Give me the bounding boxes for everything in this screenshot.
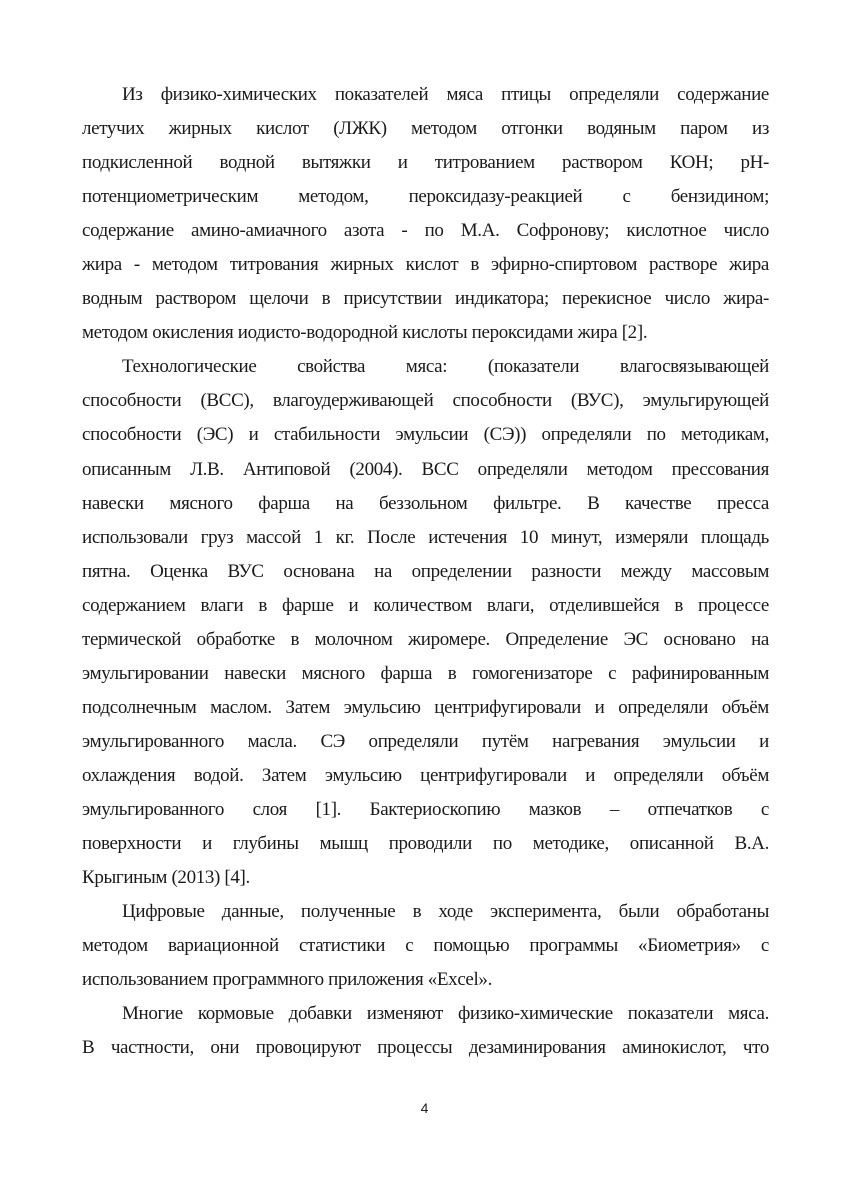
paragraph-feed-additives [82,997,769,1065]
text-line: методом вариационной статистики с помощью программы «Биометрия» с [82,935,769,957]
paragraph-statistics [82,895,769,997]
text-line: методом окисления иодисто-водородной кислоты пероксидами жира [2]. [82,322,648,344]
text-line: жира - методом титрования жирных кислот в эфирно-спиртовом растворе жира [82,254,769,276]
text-line: навески мясного фарша на беззольном фильтре. В качестве пресса [82,492,769,514]
text-line: термической обработке в молочном жиромере. Определение ЭС основано на [82,628,769,650]
text-line: подкисленной водной вытяжки и титрованием раствором КОН; рН- [82,152,769,174]
text-line: В частности, они провоцируют процессы дезаминирования аминокислот, что [82,1037,769,1059]
text-line: водным раствором щелочи в присутствии индикатора; перекисное число жира- [82,288,769,310]
paragraph-technological-properties [82,350,769,895]
text-line: потенциометрическим методом, пероксидазу-реакцией с бензидином; [82,186,769,208]
body-text [82,78,769,1065]
text-line: эмульгировании навески мясного фарша в гомогенизаторе с рафинированным [82,662,769,684]
text-line: Технологические свойства мяса: (показатели влагосвязывающей [122,356,769,378]
text-line: эмульгированного масла. СЭ определяли путём нагревания эмульсии и [82,730,769,752]
text-line: Многие кормовые добавки изменяют физико-химические показатели мяса. [122,1003,769,1025]
text-line: охлаждения водой. Затем эмульсию центрифугировали и определяли объём [82,764,769,786]
text-line: Крыгиным (2013) [4]. [82,867,250,889]
text-line: Из физико-химических показателей мяса птицы определяли содержание [122,84,769,105]
text-line: использованием программного приложения «Excel». [82,969,492,991]
text-line: летучих жирных кислот (ЛЖК) методом отгонки водяным паром из [82,118,769,140]
text-line: способности (ВСС), влагоудерживающей способности (ВУС), эмульгирующей [82,390,769,412]
paragraph-physico-chemical-methods [82,78,769,350]
text-line: способности (ЭС) и стабильности эмульсии (СЭ)) определяли по методикам, [82,424,769,446]
page-number: 4 [420,1100,429,1116]
text-line: использовали груз массой 1 кг. После истечения 10 минут, измеряли площадь [82,526,769,548]
text-line: содержание амино-амиачного азота - по М.А. Софронову; кислотное число [82,220,769,242]
text-line: пятна. Оценка ВУС основана на определении разности между массовым [82,560,769,582]
text-line: содержанием влаги в фарше и количеством влаги, отделившейся в процессе [82,594,769,616]
text-line: поверхности и глубины мышц проводили по методике, описанной В.А. [82,833,769,855]
text-line: подсолнечным маслом. Затем эмульсию центрифугировали и определяли объём [82,696,769,718]
text-line: Цифровые данные, полученные в ходе эксперимента, были обработаны [122,901,769,923]
text-line: описанным Л.В. Антиповой (2004). ВСС определяли методом прессования [82,458,769,480]
text-line: эмульгированного слоя [1]. Бактериоскопию мазков – отпечатков с [82,798,769,820]
